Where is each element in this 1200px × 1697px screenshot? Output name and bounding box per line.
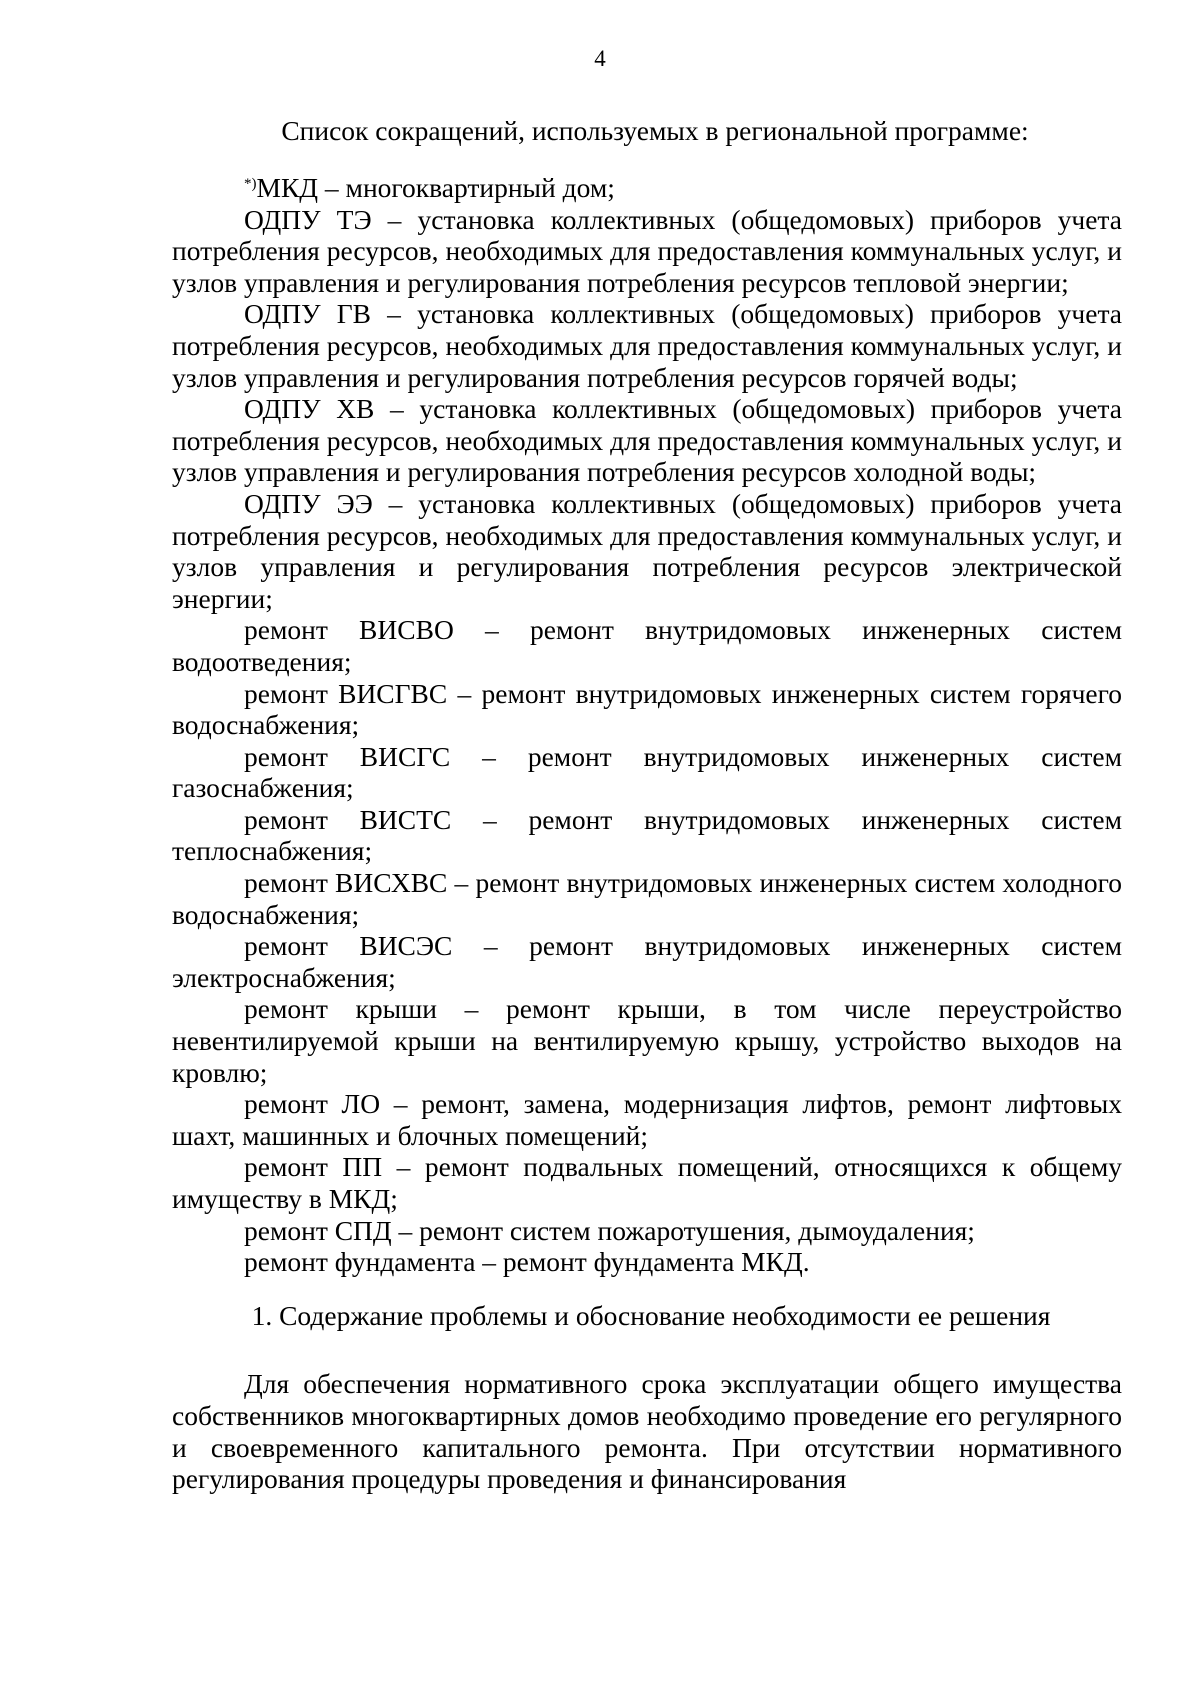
document-body [172, 172, 1122, 1495]
footnote-mark: *) [244, 176, 257, 192]
abbreviation-entry [172, 172, 1122, 204]
abbreviation-entry: ремонт СПД – ремонт систем пожаротушения, дымоудаления; [244, 1214, 975, 1246]
abbreviation-entry: ОДПУ ЭЭ – установка коллективных (общедомовых) приборов учета потребления ресурсов, необходимых для предоставления коммунальных услуг, и узлов управления и регулирования потребления ресурсов электрической энергии; [172, 487, 1122, 614]
section-heading: 1. Содержание проблемы и обоснование необходимости ее решения [251, 1299, 1051, 1331]
abbreviation-entry: ремонт фундамента – ремонт фундамента МКД. [244, 1246, 810, 1278]
abbreviation-entry: ОДПУ ТЭ – установка коллективных (общедомовых) приборов учета потребления ресурсов, необходимых для предоставления коммунальных услуг, и узлов управления и регулирования потребления ресурсов тепловой энергии; [172, 203, 1122, 298]
abbreviation-entry: ремонт ЛО – ремонт, замена, модернизация лифтов, ремонт лифтовых шахт, машинных и блочных помещений; [172, 1088, 1122, 1151]
abbreviation-text: МКД – многоквартирный дом; [256, 172, 615, 203]
abbreviation-entry: ремонт ВИСТС – ремонт внутридомовых инженерных систем теплоснабжения; [172, 803, 1122, 867]
abbreviation-entry: ремонт ВИСВО – ремонт внутридомовых инженерных систем водоотведения; [172, 614, 1122, 677]
body-paragraph: Для обеспечения нормативного срока эксплуатации общего имущества собственников многоквартирных домов необходимо проведение его регулярного и своевременного капитального ремонта. При отсутствии нормативного регулирования процедуры проведения и финансирования [172, 1368, 1122, 1495]
abbreviation-entry: ремонт ВИСХВС – ремонт внутридомовых инженерных систем холодного водоснабжения; [172, 867, 1122, 930]
page-number: 4 [594, 46, 606, 71]
abbreviation-entry: ОДПУ ХВ – установка коллективных (общедомовых) приборов учета потребления ресурсов, необходимых для предоставления коммунальных услуг, и узлов управления и регулирования потребления ресурсов холодной воды; [172, 393, 1122, 488]
abbreviation-entry: ремонт крыши – ремонт крыши, в том числе переустройство невентилируемой крыши на вентилируемую крышу, устройство выходов на кровлю; [172, 993, 1122, 1088]
abbreviation-entry: ОДПУ ГВ – установка коллективных (общедомовых) приборов учета потребления ресурсов, необходимых для предоставления коммунальных услуг, и узлов управления и регулирования потребления ресурсов горячей воды; [172, 298, 1122, 393]
abbreviation-entry: ремонт ВИСЭС – ремонт внутридомовых инженерных систем электроснабжения; [172, 930, 1122, 993]
abbreviation-entry: ремонт ВИСГС – ремонт внутридомовых инженерных систем газоснабжения; [172, 740, 1122, 804]
abbreviations-list-title: Список сокращений, используемых в региональной программе: [281, 115, 1029, 146]
abbreviation-entry: ремонт ПП – ремонт подвальных помещений, относящихся к общему имуществу в МКД; [172, 1151, 1122, 1214]
abbreviation-entry: ремонт ВИСГВС – ремонт внутридомовых инженерных систем горячего водоснабжения; [172, 677, 1122, 741]
